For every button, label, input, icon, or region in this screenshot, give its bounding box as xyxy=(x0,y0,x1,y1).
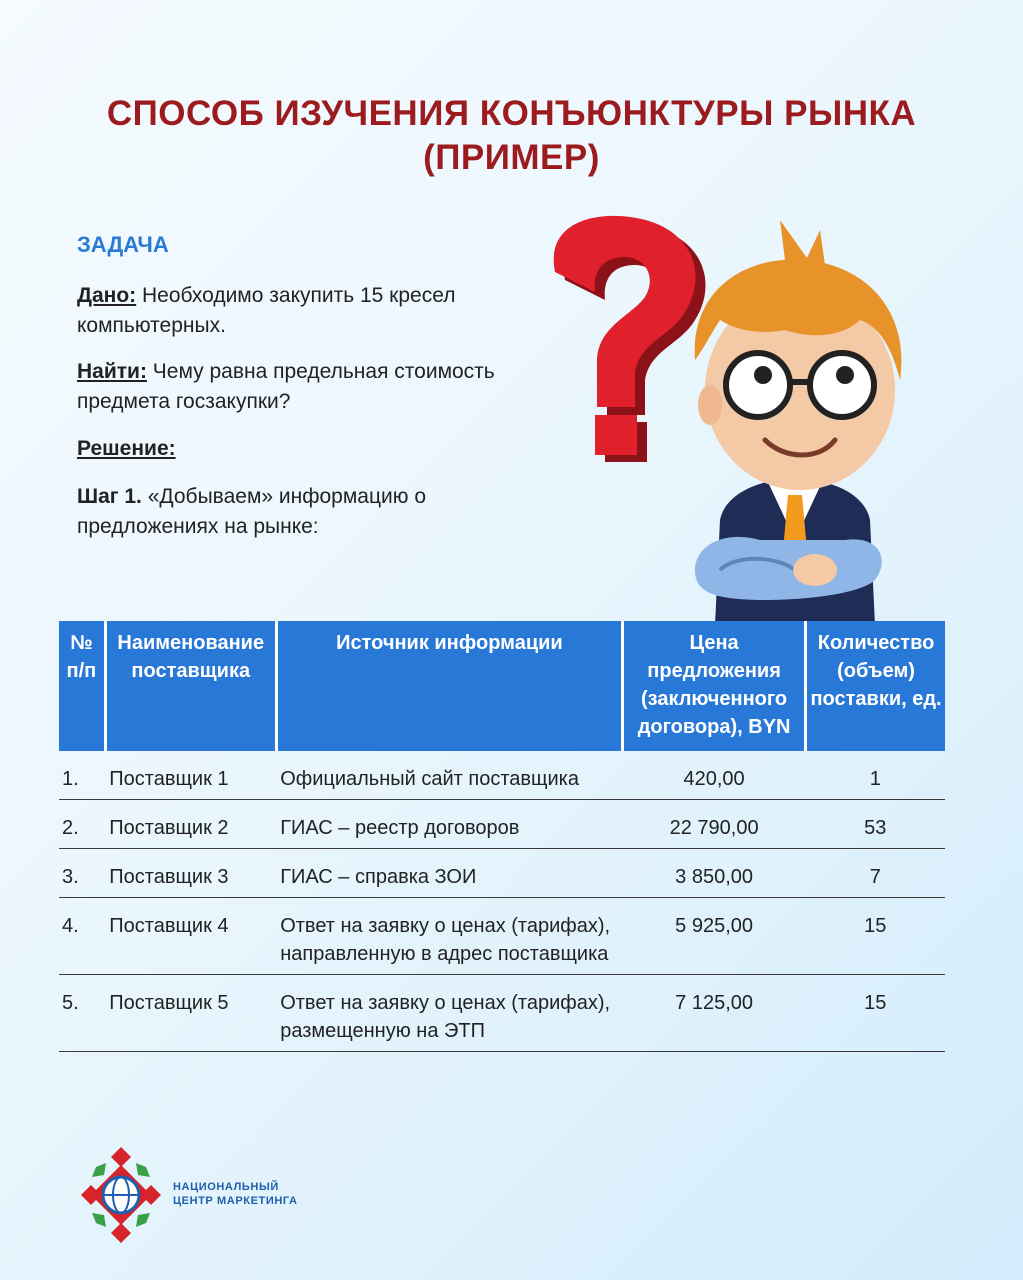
row-qty: 15 xyxy=(806,975,945,1052)
table-row xyxy=(59,849,945,898)
row-num: 5. xyxy=(59,975,105,1052)
row-source: Официальный сайт поставщика xyxy=(276,751,622,800)
row-source: Ответ на заявку о ценах (тарифах), размещенную на ЭТП xyxy=(276,975,622,1052)
row-source: Ответ на заявку о ценах (тарифах), направленную в адрес поставщика xyxy=(276,898,622,975)
row-qty: 1 xyxy=(806,751,945,800)
row-supplier: Поставщик 1 xyxy=(105,751,276,800)
row-num: 1. xyxy=(59,751,105,800)
table-row xyxy=(59,975,945,1052)
given-text: Необходимо закупить 15 кресел компьютерных. xyxy=(77,284,456,337)
row-price: 7 125,00 xyxy=(623,975,806,1052)
step-text: «Добываем» информацию о предложениях на рынке: xyxy=(77,485,426,538)
header-qty: Количество (объем) поставки, ед. xyxy=(806,621,945,751)
row-supplier: Поставщик 3 xyxy=(105,849,276,898)
row-price: 22 790,00 xyxy=(623,800,806,849)
boy-body xyxy=(695,478,882,625)
row-num: 4. xyxy=(59,898,105,975)
find-text: Чему равна предельная стоимость предмета госзакупки? xyxy=(77,360,495,413)
row-price: 5 925,00 xyxy=(623,898,806,975)
given-paragraph xyxy=(77,281,547,341)
table-row xyxy=(59,898,945,975)
question-mark-icon xyxy=(554,216,706,462)
row-num: 2. xyxy=(59,800,105,849)
logo-text-line2: ЦЕНТР МАРКЕТИНГА xyxy=(173,1195,298,1207)
header-source: Источник информации xyxy=(276,621,622,751)
row-supplier: Поставщик 2 xyxy=(105,800,276,849)
table-row xyxy=(59,800,945,849)
row-qty: 7 xyxy=(806,849,945,898)
task-label: ЗАДАЧА xyxy=(77,232,169,257)
step-paragraph xyxy=(77,482,547,542)
step-label: Шаг 1. xyxy=(77,485,142,508)
row-qty: 53 xyxy=(806,800,945,849)
table-row xyxy=(59,751,945,800)
page-title-line1: СПОСОБ ИЗУЧЕНИЯ КОНЪЮНКТУРЫ РЫНКА xyxy=(106,94,917,133)
row-supplier: Поставщик 4 xyxy=(105,898,276,975)
row-source: ГИАС – реестр договоров xyxy=(276,800,622,849)
row-price: 420,00 xyxy=(623,751,806,800)
logo-text-line1: НАЦИОНАЛЬНЫЙ xyxy=(173,1181,279,1193)
row-supplier: Поставщик 5 xyxy=(105,975,276,1052)
row-num: 3. xyxy=(59,849,105,898)
boy-question-illustration xyxy=(545,210,945,625)
page-title-line2: (ПРИМЕР) xyxy=(423,138,600,177)
header-price: Цена предложения (заключенного договора), BYN xyxy=(623,621,806,751)
page-title xyxy=(0,92,1023,180)
logo-text xyxy=(173,1180,298,1208)
row-price: 3 850,00 xyxy=(623,849,806,898)
header-supplier: Наименование поставщика xyxy=(105,621,276,751)
row-source: ГИАС – справка ЗОИ xyxy=(276,849,622,898)
boy-head xyxy=(695,220,902,490)
solution-paragraph xyxy=(77,434,547,464)
supplier-table xyxy=(59,621,945,1052)
find-label: Найти: xyxy=(77,360,147,383)
header-num: № п/п xyxy=(59,621,105,751)
row-qty: 15 xyxy=(806,898,945,975)
table-header-row xyxy=(59,621,945,751)
find-paragraph xyxy=(77,357,547,417)
ornament-emblem-icon xyxy=(81,1147,161,1243)
given-label: Дано: xyxy=(77,284,137,307)
solution-label: Решение: xyxy=(77,437,176,460)
